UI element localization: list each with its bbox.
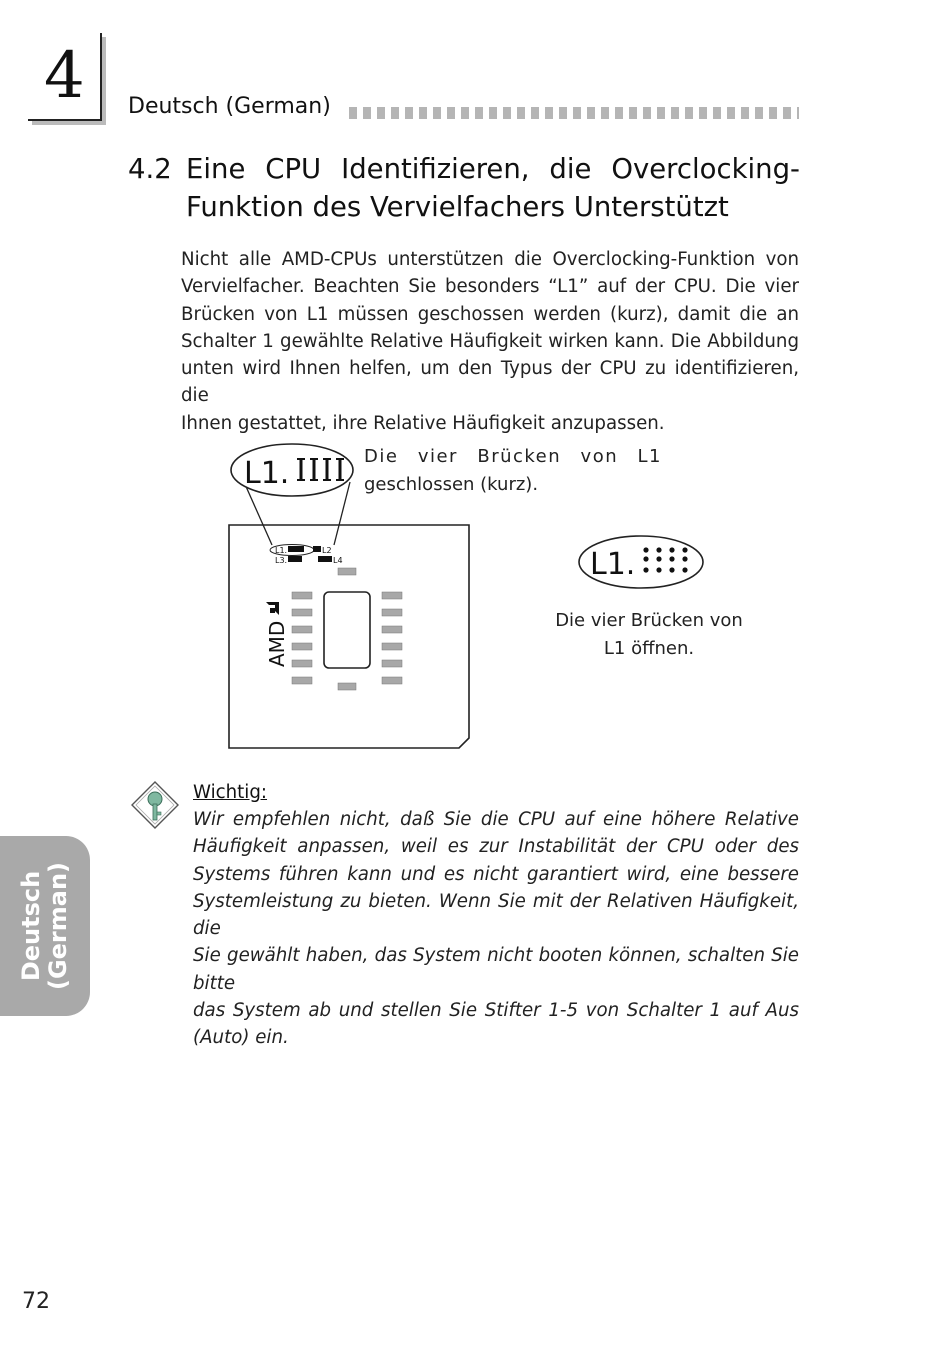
key-icon bbox=[130, 780, 180, 830]
paragraph-line: unten wird Ihnen helfen, um den Typus der CPU zu identifizieren, die bbox=[181, 358, 799, 407]
note-line: Wir empfehlen nicht, daß Sie die CPU auf eine höhere Relative bbox=[193, 809, 799, 830]
note-line: Sie gewählt haben, das System nicht booten können, schalten Sie bitte bbox=[193, 945, 799, 994]
callout-l1-label: L1. bbox=[244, 456, 290, 491]
note-line: Systemleistung zu bieten. Wenn Sie mit der Relativen Häufigkeit, die bbox=[193, 890, 799, 940]
page-number: 72 bbox=[22, 1289, 50, 1314]
heading-word: die bbox=[549, 153, 592, 185]
heading-word: Eine bbox=[186, 153, 246, 185]
cpu-die bbox=[324, 592, 370, 668]
caption-closed bbox=[364, 443, 662, 499]
header-title: Deutsch (German) bbox=[128, 94, 331, 119]
callout-line bbox=[334, 482, 350, 545]
note-line: das System ab und stellen Sie Stifter 1-5 von Schalter 1 auf Aus bbox=[193, 1000, 799, 1022]
side-tab-label bbox=[18, 862, 72, 990]
note-line: Häufigkeit anpassen, weil es zur Instabilität der CPU oder des bbox=[193, 836, 799, 858]
side-tab-line1: Deutsch bbox=[17, 870, 45, 982]
open-bridges-diagram bbox=[576, 532, 706, 592]
heading-word: Overclocking- bbox=[611, 153, 800, 185]
caption-closed-line1: Die vier Brücken von L1 bbox=[364, 446, 662, 467]
section-number: 4.2 bbox=[128, 153, 172, 185]
note-body bbox=[193, 806, 799, 1052]
chip-l4-bridges bbox=[318, 556, 332, 562]
intro-paragraph bbox=[181, 246, 799, 437]
paragraph-line: Schalter 1 gewählte Relative Häufigkeit wirken kann. Die Abbildung bbox=[181, 330, 799, 352]
note-line: (Auto) ein. bbox=[193, 1027, 289, 1049]
caption-closed-line2: geschlossen (kurz). bbox=[364, 474, 539, 495]
chip-label-l1: L1. bbox=[275, 546, 288, 555]
paragraph-line: Ihnen gestattet, ihre Relative Häufigkeit anzupassen. bbox=[181, 412, 665, 434]
open-l1-label: L1. bbox=[590, 547, 636, 582]
section-heading-line2: Funktion des Vervielfachers Unterstützt bbox=[186, 191, 729, 223]
chip-l3-bridges bbox=[288, 556, 302, 562]
caption-open bbox=[540, 607, 758, 663]
amd-logo: AMD bbox=[265, 620, 289, 667]
chapter-number: 4 bbox=[44, 39, 85, 113]
heading-word: Identifizieren, bbox=[341, 153, 530, 185]
chip-l2-bridges bbox=[313, 546, 321, 552]
heading-word: CPU bbox=[265, 153, 322, 185]
chip-label-l3: L3. bbox=[275, 556, 288, 565]
note-line: Systems führen kann und es nicht garantiert wird, eine bessere bbox=[193, 863, 799, 885]
chip-label-l4: L4 bbox=[333, 556, 343, 565]
chip-label-l2: L2 bbox=[322, 546, 332, 555]
header-dotted-rule bbox=[349, 107, 799, 119]
side-tab-line2: (German) bbox=[44, 861, 72, 991]
chip-l1-bridges bbox=[288, 546, 304, 552]
paragraph-line: Vervielfacher. Beachten Sie besonders “L1” auf der CPU. Die vier bbox=[181, 276, 799, 298]
note-heading: Wichtig: bbox=[193, 782, 268, 803]
caption-open-line1: Die vier Brücken von bbox=[555, 610, 743, 631]
paragraph-line: Nicht alle AMD-CPUs unterstützen die Overclocking-Funktion von bbox=[181, 249, 799, 270]
paragraph-line: Brücken von L1 müssen geschossen werden (kurz), damit die an bbox=[181, 303, 799, 325]
section-heading-line1 bbox=[128, 150, 800, 188]
caption-open-line2: L1 öffnen. bbox=[603, 638, 695, 659]
section-heading bbox=[128, 150, 800, 226]
amd-arrow-icon bbox=[266, 602, 279, 615]
